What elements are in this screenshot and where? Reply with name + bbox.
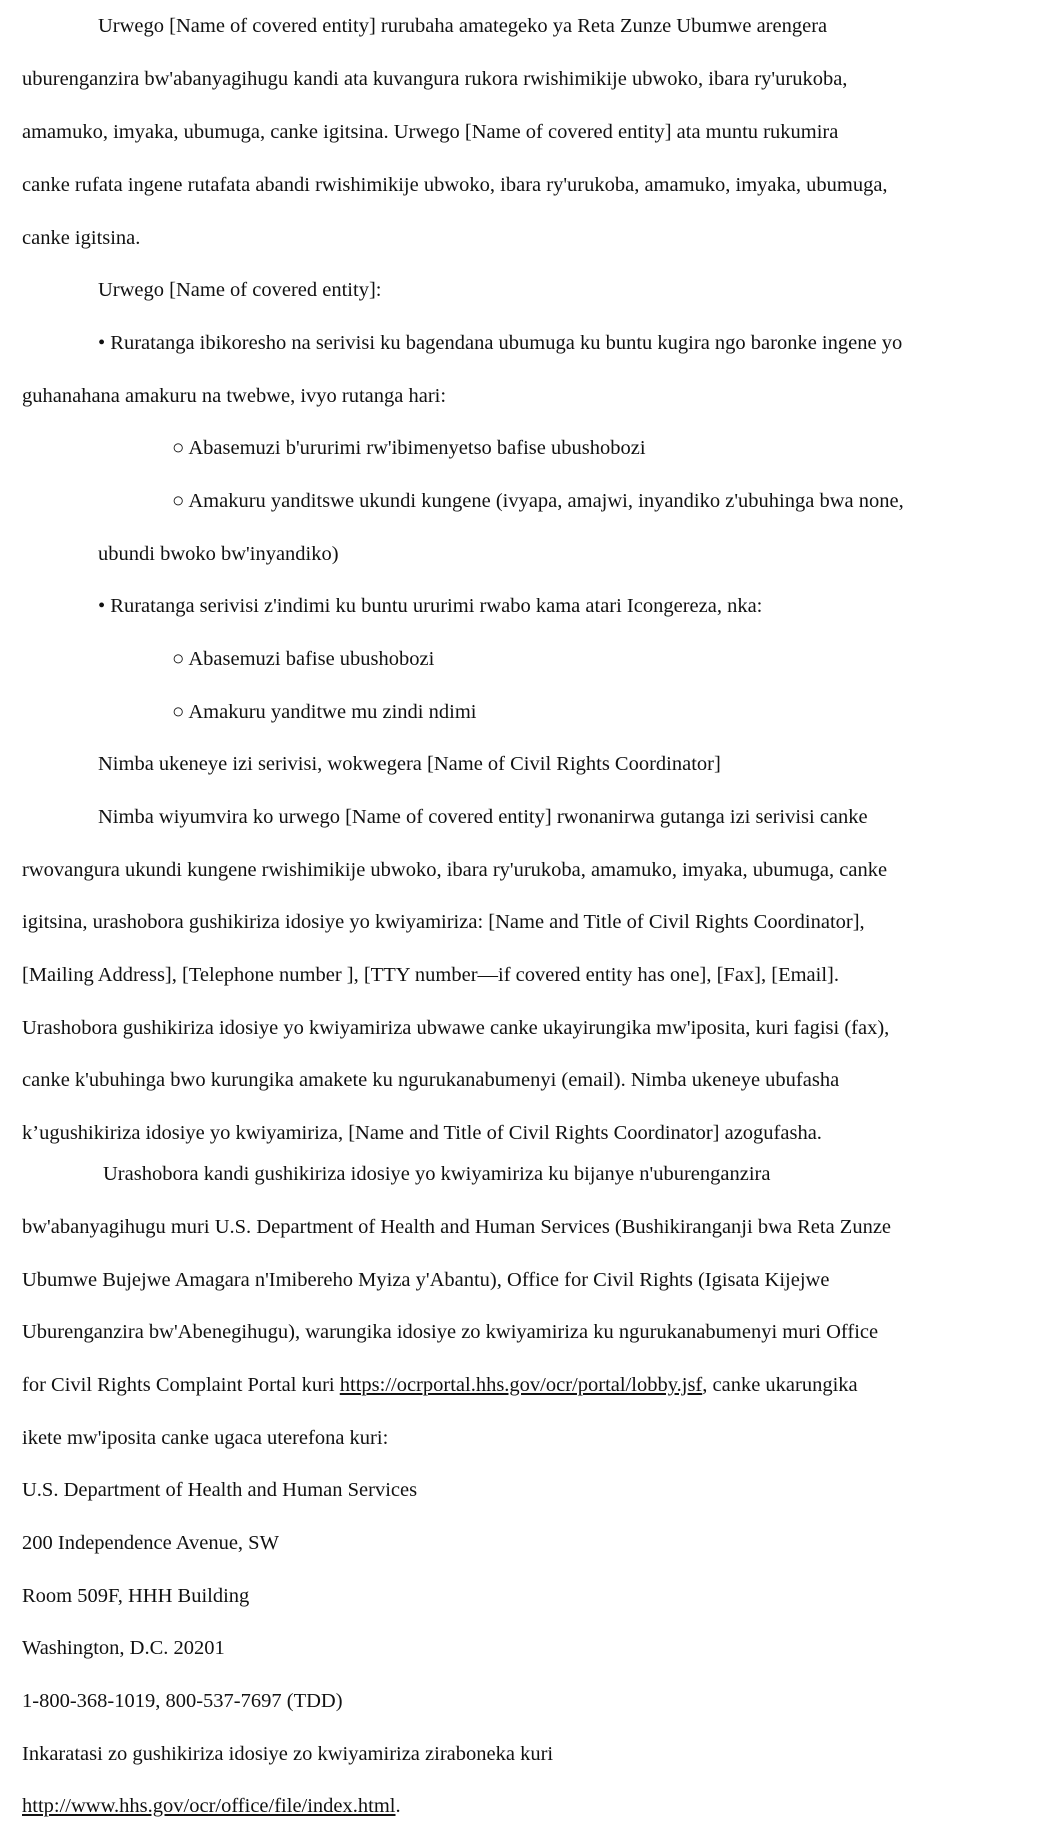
forms-link-period: . — [395, 1795, 401, 1817]
paragraph-4-line-4: [Mailing Address], [Telephone number ], [TTY number—if covered entity has one], [Fax], [Email]. — [22, 964, 839, 986]
paragraph-5-line-1: Urashobora kandi gushikiriza idosiye yo kwiyamiriza ku bijanye n'uburenganzira — [103, 1163, 771, 1185]
paragraph-2: Urwego [Name of covered entity]: — [98, 279, 382, 301]
address-room: Room 509F, HHH Building — [22, 1585, 250, 1607]
paragraph-4-line-2: rwovangura ukundi kungene rwishimikije ubwoko, ibara ry'urukoba, amamuko, imyaka, ubumuga, canke — [22, 859, 888, 881]
paragraph-1-line-5: canke igitsina. — [22, 227, 141, 249]
ocr-portal-link[interactable]: https://ocrportal.hhs.gov/ocr/portal/lobby.jsf — [339, 1374, 703, 1396]
address-phone: 1-800-368-1019, 800-537-7697 (TDD) — [22, 1690, 343, 1712]
paragraph-3: Nimba ukeneye izi serivisi, wokwegera [Name of Civil Rights Coordinator] — [98, 753, 721, 775]
bullet-1-subitem-1: ○ Abasemuzi b'ururimi rw'ibimenyetso bafise ubushobozi — [172, 437, 646, 459]
bullet-2-line-1: • Ruratanga serivisi z'indimi ku buntu ururimi rwabo kama atari Icongereza, nka: — [98, 595, 763, 617]
paragraph-1-line-1: Urwego [Name of covered entity] rurubaha amategeko ya Reta Zunze Ubumwe arengera — [98, 15, 828, 37]
paragraph-5-line-2: bw'abanyagihugu muri U.S. Department of Health and Human Services (Bushikiranganji bwa Reta Zunze — [22, 1216, 892, 1238]
paragraph-4-line-1: Nimba wiyumvira ko urwego [Name of covered entity] rwonanirwa gutanga izi serivisi canke — [98, 806, 868, 828]
bullet-2-subitem-2: ○ Amakuru yanditwe mu zindi ndimi — [172, 701, 477, 723]
bullet-1-line-1: • Ruratanga ibikoresho na serivisi ku bagendana ubumuga ku buntu kugira ngo baronke ingene yo — [98, 332, 903, 354]
bullet-1-line-2: guhanahana amakuru na twebwe, ivyo rutanga hari: — [22, 385, 447, 407]
paragraph-5-line-5-prefix: for Civil Rights Complaint Portal kuri — [22, 1374, 340, 1396]
forms-availability-text: Inkaratasi zo gushikiriza idosiye zo kwiyamiriza ziraboneka kuri — [22, 1743, 554, 1765]
address-street: 200 Independence Avenue, SW — [22, 1532, 279, 1554]
paragraph-1-line-2: uburenganzira bw'abanyagihugu kandi ata kuvangura rukora rwishimikije ubwoko, ibara ry'urukoba, — [22, 68, 848, 90]
bullet-2-subitem-1: ○ Abasemuzi bafise ubushobozi — [172, 648, 435, 670]
paragraph-1-line-4: canke rufata ingene rutafata abandi rwishimikije ubwoko, ibara ry'urukoba, amamuko, imyaka, ubumuga, — [22, 174, 888, 196]
paragraph-4-line-6: canke k'ubuhinga bwo kurungika amakete ku ngurukanabumenyi (email). Nimba ukeneye ubufasha — [22, 1069, 840, 1091]
paragraph-5-line-5-suffix: , canke ukarungika — [702, 1374, 858, 1396]
paragraph-5-line-4: Uburenganzira bw'Abenegihugu), warungika idosiye zo kwiyamiriza ku ngurukanabumenyi muri Office — [22, 1321, 879, 1343]
address-city: Washington, D.C. 20201 — [22, 1637, 225, 1659]
address-organization: U.S. Department of Health and Human Services — [22, 1479, 418, 1501]
paragraph-4-line-5: Urashobora gushikiriza idosiye yo kwiyamiriza ubwawe canke ukayirungika mw'iposita, kuri fagisi (fax), — [22, 1017, 890, 1039]
complaint-forms-link[interactable]: http://www.hhs.gov/ocr/office/file/index.html — [22, 1795, 396, 1817]
paragraph-4-line-7: k’ugushikiriza idosiye yo kwiyamiriza, [Name and Title of Civil Rights Coordinator] azogufasha. — [22, 1122, 822, 1144]
paragraph-5-line-6: ikete mw'iposita canke ugaca uterefona kuri: — [22, 1427, 389, 1449]
bullet-1-subitem-2-line-2: ubundi bwoko bw'inyandiko) — [98, 543, 339, 565]
forms-link-line — [22, 1796, 401, 1817]
bullet-1-subitem-2-line-1: ○ Amakuru yanditswe ukundi kungene (ivyapa, amajwi, inyandiko z'ubuhinga bwa none, — [172, 490, 904, 512]
paragraph-5-line-5 — [22, 1375, 858, 1396]
paragraph-4-line-3: igitsina, urashobora gushikiriza idosiye yo kwiyamiriza: [Name and Title of Civil Rights Coordinator], — [22, 911, 865, 933]
paragraph-5-line-3: Ubumwe Bujejwe Amagara n'Imibereho Myiza y'Abantu), Office for Civil Rights (Igisata Kijejwe — [22, 1269, 830, 1291]
paragraph-1-line-3: amamuko, imyaka, ubumuga, canke igitsina. Urwego [Name of covered entity] ata muntu rukumira — [22, 121, 839, 143]
